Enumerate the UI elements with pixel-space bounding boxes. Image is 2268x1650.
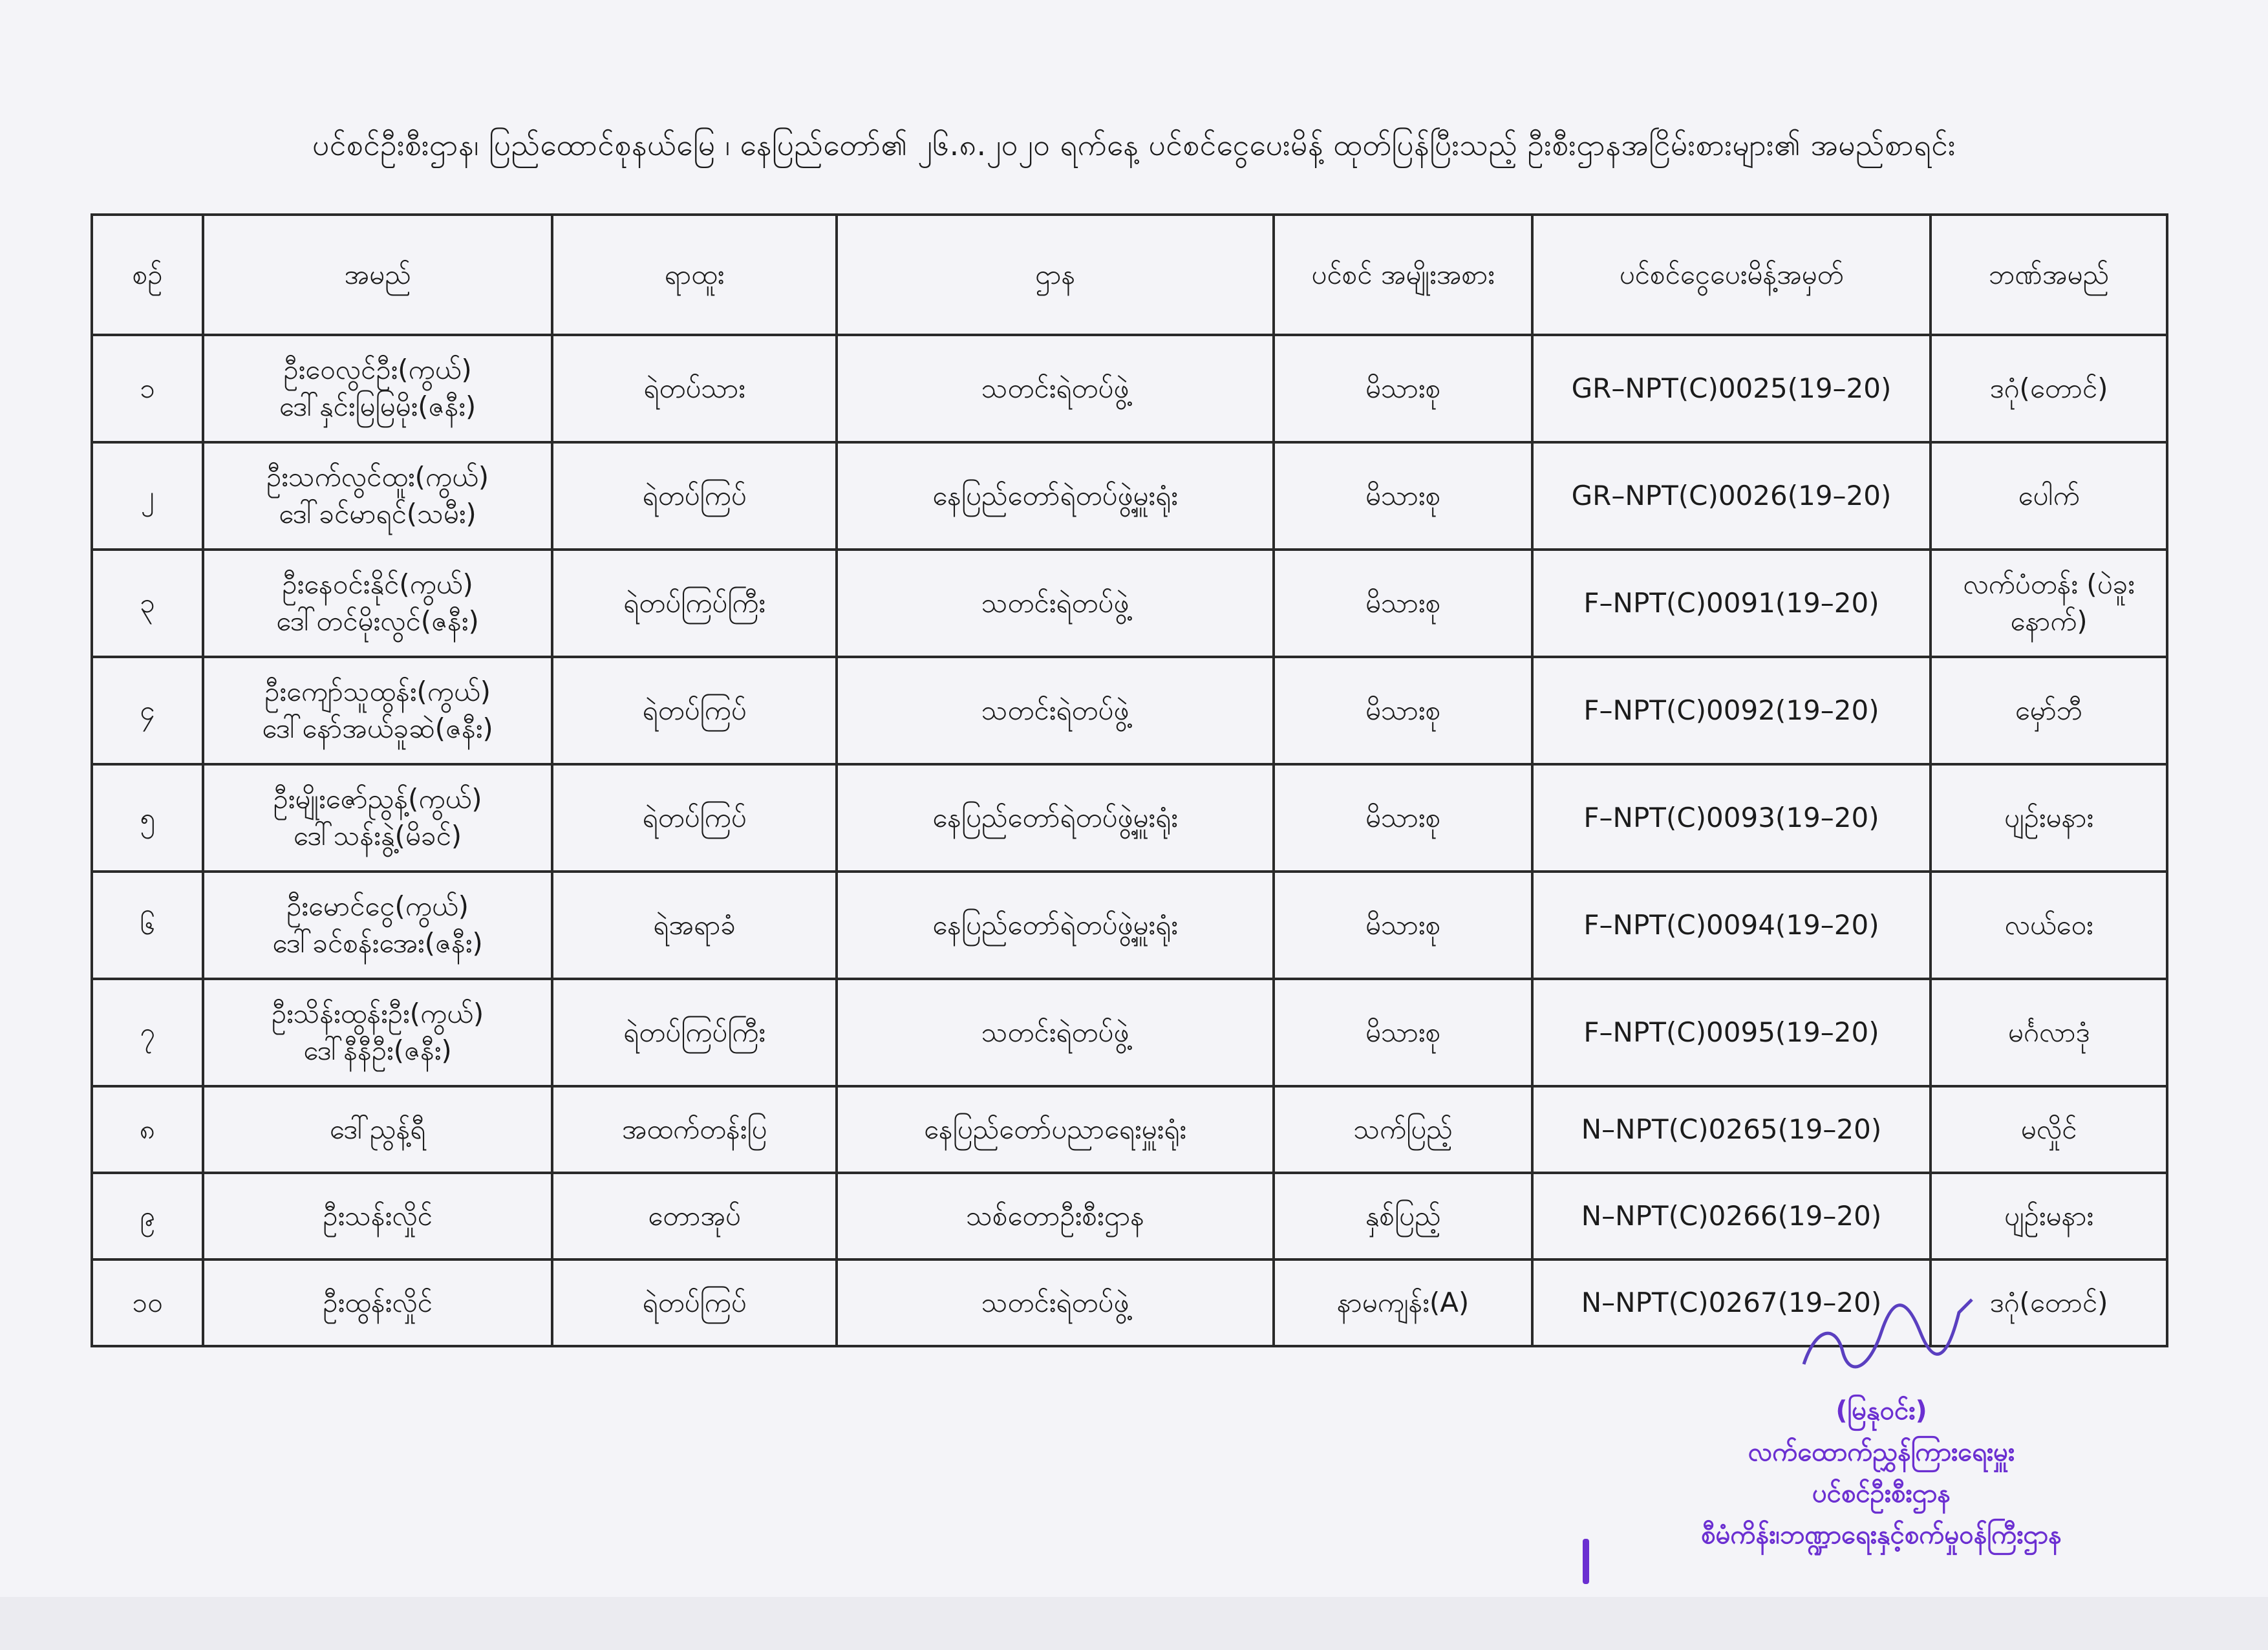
- cell-bank: လက်ပံတန်း (ပဲခူးနောက်): [1931, 550, 2167, 657]
- cell-rank: ရဲတပ်ကြပ်: [552, 657, 837, 764]
- name-primary: ဦးမျိုးဇော်ညွန့်(ကွယ်): [273, 783, 482, 815]
- name-primary: ဦးကျော်သူထွန်း(ကွယ်): [264, 676, 491, 708]
- cell-department: သတင်းရဲတပ်ဖွဲ့: [837, 335, 1274, 442]
- cell-name: ဒေါ်ညွန့်ရီ: [203, 1086, 552, 1173]
- cell-name: [203, 872, 552, 979]
- cell-no: ၆: [92, 872, 203, 979]
- cell-bank: လယ်ဝေး: [1931, 872, 2167, 979]
- cell-department: သတင်းရဲတပ်ဖွဲ့: [837, 657, 1274, 764]
- stamp-bar-mark: [1583, 1539, 1589, 1584]
- cell-rank: တောအုပ်: [552, 1173, 837, 1259]
- cell-no: ၅: [92, 764, 203, 872]
- cell-rank: ရဲတပ်သား: [552, 335, 837, 442]
- name-primary: ဦးဝေလွင်ဦး(ကွယ်): [283, 354, 472, 386]
- stamp-department: ပင်စင်ဦးစီးဌာန: [1812, 1479, 1951, 1508]
- cell-name: [203, 764, 552, 872]
- cell-name: ဦးသန်းလှိုင်: [203, 1173, 552, 1259]
- stamp-name: (မြနုဝင်း): [1835, 1396, 1927, 1426]
- cell-bank: မှော်ဘီ: [1931, 657, 2167, 764]
- cell-rank: ရဲတပ်ကြပ်ကြီး: [552, 550, 837, 657]
- cell-no: ၇: [92, 979, 203, 1086]
- cell-department: သစ်တောဦးစီးဌာန: [837, 1173, 1274, 1259]
- cell-order-number: F–NPT(C)0093(19–20): [1532, 764, 1931, 872]
- header-rank: ရာထူး: [552, 215, 837, 335]
- cell-bank: ပေါက်: [1931, 442, 2167, 550]
- header-pension-type: ပင်စင် အမျိုးအစား: [1274, 215, 1532, 335]
- cell-order-number: GR–NPT(C)0025(19–20): [1532, 335, 1931, 442]
- cell-name: [203, 979, 552, 1086]
- name-primary: ဦးနေဝင်းနိုင်(ကွယ်): [282, 568, 473, 601]
- header-department: ဌာန: [837, 215, 1274, 335]
- cell-pension-type: မိသားစု: [1274, 872, 1532, 979]
- cell-bank: ပျဉ်းမနား: [1931, 764, 2167, 872]
- cell-no: ၁၀: [92, 1259, 203, 1346]
- cell-department: နေပြည်တော်ရဲတပ်ဖွဲ့မှူးရုံး: [837, 764, 1274, 872]
- header-no: စဉ်: [92, 215, 203, 335]
- pension-roster-table: [91, 213, 2168, 1347]
- table-row: [92, 979, 2167, 1086]
- cell-department: နေပြည်တော်ပညာရေးမှူးရုံး: [837, 1086, 1274, 1173]
- name-primary: ဦးမောင်ငွေ(ကွယ်): [286, 890, 469, 923]
- name-secondary: ဒေါ်သန်းနွဲ့(မိခင်): [293, 820, 462, 852]
- cell-rank: ရဲတပ်ကြပ်: [552, 764, 837, 872]
- cell-order-number: N–NPT(C)0265(19–20): [1532, 1086, 1931, 1173]
- cell-order-number: F–NPT(C)0092(19–20): [1532, 657, 1931, 764]
- cell-no: ၃: [92, 550, 203, 657]
- name-secondary: ဒေါ်ခင်မာရင်(သမီး): [279, 498, 476, 530]
- cell-order-number: F–NPT(C)0095(19–20): [1532, 979, 1931, 1086]
- cell-rank: ရဲတပ်ကြပ်: [552, 442, 837, 550]
- table-row: [92, 657, 2167, 764]
- cell-order-number: GR–NPT(C)0026(19–20): [1532, 442, 1931, 550]
- table-row: [92, 550, 2167, 657]
- cell-name: ဦးထွန်းလှိုင်: [203, 1259, 552, 1346]
- stamp-title: လက်ထောက်ညွှန်ကြားရေးမှူး: [1748, 1437, 2015, 1467]
- name-secondary: ဒေါ်နော်အယ်ခူဆဲ(ဇနီး): [262, 712, 493, 744]
- name-secondary: ဒေါ်တင်မိုးလွင်(ဇနီး): [276, 605, 479, 637]
- cell-rank: ရဲတပ်ကြပ်: [552, 1259, 837, 1346]
- cell-pension-type: နှစ်ပြည့်: [1274, 1173, 1532, 1259]
- header-order-number: ပင်စင်ငွေပေးမိန့်အမှတ်: [1532, 215, 1931, 335]
- cell-no: ၁: [92, 335, 203, 442]
- cell-pension-type: မိသားစု: [1274, 550, 1532, 657]
- cell-rank: ရဲတပ်ကြပ်ကြီး: [552, 979, 837, 1086]
- cell-bank: မင်္ဂလာဒုံ: [1931, 979, 2167, 1086]
- cell-pension-type: မိသားစု: [1274, 442, 1532, 550]
- cell-department: နေပြည်တော်ရဲတပ်ဖွဲ့မှူးရုံး: [837, 872, 1274, 979]
- cell-no: ၉: [92, 1173, 203, 1259]
- table-row: [92, 1173, 2167, 1259]
- cell-department: သတင်းရဲတပ်ဖွဲ့: [837, 550, 1274, 657]
- name-secondary: ဒေါ်နှင်းမြမြမိုး(ဇနီး): [279, 391, 476, 422]
- cell-name: [203, 442, 552, 550]
- cell-name: [203, 550, 552, 657]
- cell-department: နေပြည်တော်ရဲတပ်ဖွဲ့မှူးရုံး: [837, 442, 1274, 550]
- official-stamp: [1590, 1390, 2172, 1556]
- cell-bank: ပျဉ်းမနား: [1931, 1173, 2167, 1259]
- cell-order-number: F–NPT(C)0091(19–20): [1532, 550, 1931, 657]
- stamp-ministry: စီမံကိန်း၊ဘဏ္ဍာရေးနှင့်စက်မှုဝန်ကြီးဌာန: [1701, 1520, 2062, 1550]
- table-row: [92, 335, 2167, 442]
- table-row: [92, 872, 2167, 979]
- cell-order-number: N–NPT(C)0267(19–20): [1532, 1259, 1931, 1346]
- cell-pension-type: မိသားစု: [1274, 764, 1532, 872]
- name-primary: ဦးသက်လွင်ထူး(ကွယ်): [266, 461, 489, 493]
- table-header-row: [92, 215, 2167, 335]
- name-secondary: ဒေါ်နီနီဦး(ဇနီး): [303, 1034, 452, 1066]
- cell-no: ၈: [92, 1086, 203, 1173]
- cell-pension-type: သက်ပြည့်: [1274, 1086, 1532, 1173]
- cell-pension-type: မိသားစု: [1274, 657, 1532, 764]
- cell-order-number: N–NPT(C)0266(19–20): [1532, 1173, 1931, 1259]
- cell-pension-type: မိသားစု: [1274, 979, 1532, 1086]
- cell-rank: အထက်တန်းပြ: [552, 1086, 837, 1173]
- cell-pension-type: မိသားစု: [1274, 335, 1532, 442]
- header-name: အမည်: [203, 215, 552, 335]
- scan-bottom-edge: [0, 1597, 2268, 1650]
- cell-name: [203, 335, 552, 442]
- cell-bank: ဒဂုံ(တောင်): [1931, 335, 2167, 442]
- cell-department: သတင်းရဲတပ်ဖွဲ့: [837, 1259, 1274, 1346]
- cell-pension-type: နာမကျန်း(A): [1274, 1259, 1532, 1346]
- header-bank: ဘဏ်အမည်: [1931, 215, 2167, 335]
- document-title: ပင်စင်ဦးစီးဌာန၊ ပြည်ထောင်စုနယ်မြေ ၊ နေပြည်တော်၏ ၂၆.၈.၂၀၂၀ ရက်နေ့ ပင်စင်ငွေပေးမိန့် ထုတ်ပြန်ပြီးသည့် ဦးစီးဌာနအငြိမ်းစားများ၏ အမည်စာရင်း: [312, 127, 1956, 162]
- signature-mark: [1797, 1287, 1991, 1384]
- table-row: [92, 764, 2167, 872]
- cell-no: ၂: [92, 442, 203, 550]
- table-row: [92, 442, 2167, 550]
- name-secondary: ဒေါ်ခင်စန်းအေး(ဇနီး): [272, 927, 483, 959]
- cell-rank: ရဲအရာခံ: [552, 872, 837, 979]
- name-primary: ဦးသိန်းထွန်းဦး(ကွယ်): [271, 998, 484, 1030]
- table-row: [92, 1086, 2167, 1173]
- cell-no: ၄: [92, 657, 203, 764]
- cell-bank: မလှိုင်: [1931, 1086, 2167, 1173]
- cell-order-number: F–NPT(C)0094(19–20): [1532, 872, 1931, 979]
- cell-bank: ဒဂုံ(တောင်): [1931, 1259, 2167, 1346]
- cell-department: သတင်းရဲတပ်ဖွဲ့: [837, 979, 1274, 1086]
- cell-name: [203, 657, 552, 764]
